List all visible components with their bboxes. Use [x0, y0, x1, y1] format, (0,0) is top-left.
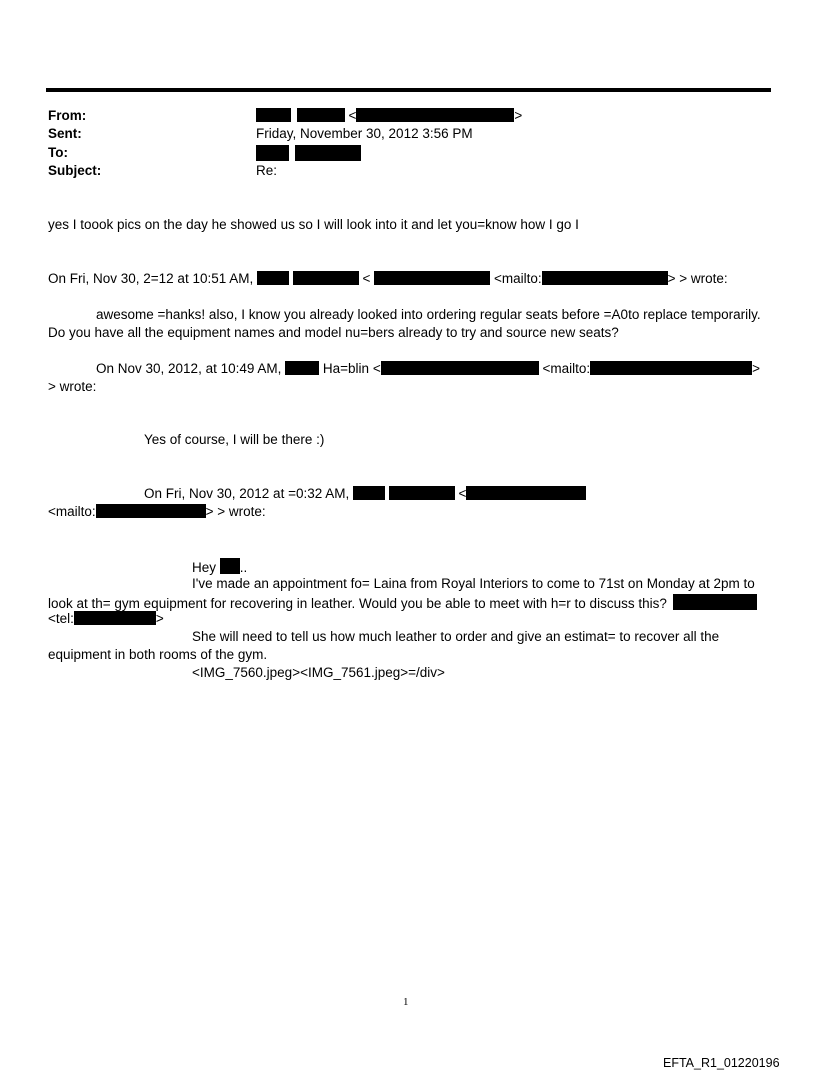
- para-3-attachments: <IMG_7560.jpeg><IMG_7561.jpeg>=/div>: [192, 665, 445, 680]
- quote-header-3: On Fri, Nov 30, 2012 at =0:32 AM, <: [144, 486, 586, 502]
- body-line-1: yes I toook pics on the day he showed us so I will look into it and let you=know how I go I: [48, 217, 579, 232]
- to-label: To:: [48, 145, 68, 160]
- para-3-line-4: equipment in both rooms of the gym.: [48, 647, 268, 662]
- redaction: [673, 594, 757, 610]
- redaction: [389, 486, 455, 500]
- from-gt: >: [514, 108, 523, 123]
- redaction: [295, 145, 361, 161]
- redaction: [96, 504, 206, 518]
- sent-value: Friday, November 30, 2012 3:56 PM: [256, 126, 473, 141]
- quote-header-3-cont: <mailto: > > wrote:: [48, 504, 266, 519]
- sent-label: Sent:: [48, 126, 82, 141]
- redaction: [74, 611, 156, 625]
- redaction: [466, 486, 586, 500]
- redaction: [256, 108, 291, 122]
- redaction: [353, 486, 385, 500]
- para-3-greeting: Hey ..: [192, 560, 248, 575]
- bates-number: EFTA_R1_01220196: [663, 1056, 780, 1070]
- redaction: [590, 361, 752, 375]
- header-rule: [46, 88, 771, 92]
- redaction: [257, 271, 289, 285]
- from-lt: <: [348, 108, 357, 123]
- subject-label: Subject:: [48, 163, 102, 178]
- redaction: [220, 558, 240, 574]
- quote-header-1: On Fri, Nov 30, 2=12 at 10:51 AM, < <mailto: > > wrote:: [48, 271, 728, 286]
- from-label: From:: [48, 108, 87, 123]
- para-3-line-3: She will need to tell us how much leather to order and give an estimat= to recover all the: [192, 629, 720, 644]
- para-3-tel: <tel: >: [48, 611, 164, 626]
- redaction: [256, 145, 289, 161]
- redaction: [542, 271, 668, 285]
- para-1-line-1: awesome =hanks! also, I know you already looked into ordering regular seats before =A0to replace temporarily.: [96, 307, 761, 322]
- redaction: [285, 361, 319, 375]
- quote-header-2: On Nov 30, 2012, at 10:49 AM, Ha=blin < <mailto: >: [96, 361, 761, 376]
- redaction: [297, 108, 345, 122]
- quote-header-2-cont: > wrote:: [48, 379, 97, 394]
- subject-value: Re:: [256, 163, 278, 178]
- para-3-line-2: look at th= gym equipment for recovering in leather. Would you be able to meet with h=r to discuss this?: [48, 594, 757, 612]
- para-2: Yes of course, I will be there :): [144, 432, 325, 447]
- redaction: [374, 271, 490, 285]
- para-1-line-2: Do you have all the equipment names and model nu=bers already to try and source new seats?: [48, 325, 619, 340]
- to-value: [256, 145, 361, 163]
- para-3-line-1: I've made an appointment fo= Laina from Royal Interiors to come to 71st on Monday at 2pm to: [192, 576, 755, 591]
- from-value: [256, 108, 522, 124]
- redaction: [293, 271, 359, 285]
- redaction: [381, 361, 539, 375]
- redaction: [356, 108, 514, 122]
- page-number: 1: [403, 996, 409, 1008]
